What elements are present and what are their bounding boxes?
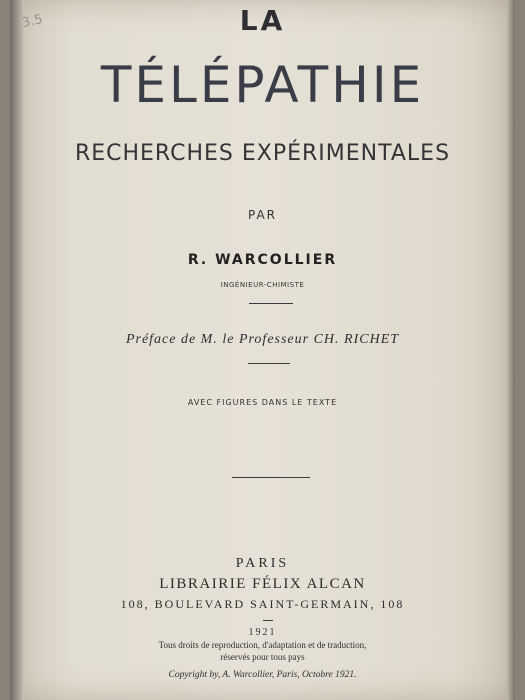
rights-line-2: réservés pour tous pays: [220, 652, 305, 662]
book-title: TÉLÉPATHIE: [100, 56, 425, 114]
divider-rule: [249, 303, 293, 304]
pencil-note: 3.5: [20, 12, 45, 31]
divider-rule: [248, 363, 290, 364]
by-label: PAR: [247, 208, 277, 222]
divider-rule: [232, 477, 310, 478]
book-subtitle: RECHERCHES EXPÉRIMENTALES: [74, 141, 451, 166]
imprint-city: PARIS: [235, 556, 290, 571]
imprint-address: 108, BOULEVARD SAINT-GERMAIN, 108: [120, 597, 405, 611]
copyright-line: Copyright by, A. Warcollier, Paris, Octobre 1921.: [168, 670, 357, 680]
preface-line: Préface de M. le Professeur CH. RICHET: [125, 332, 400, 347]
imprint-publisher: LIBRAIRIE FÉLIX ALCAN: [159, 576, 366, 592]
divider-rule: [263, 620, 273, 621]
rights-line-1: Tous droits de reproduction, d'adaptation et de traduction,: [158, 640, 367, 650]
figures-note: AVEC FIGURES DANS LE TEXTE: [187, 398, 338, 407]
author-role: INGÉNIEUR-CHIMISTE: [220, 281, 305, 289]
author-name: R. WARCOLLIER: [187, 252, 338, 268]
imprint-year: 1921: [248, 627, 277, 638]
title-article: LA: [239, 4, 286, 37]
